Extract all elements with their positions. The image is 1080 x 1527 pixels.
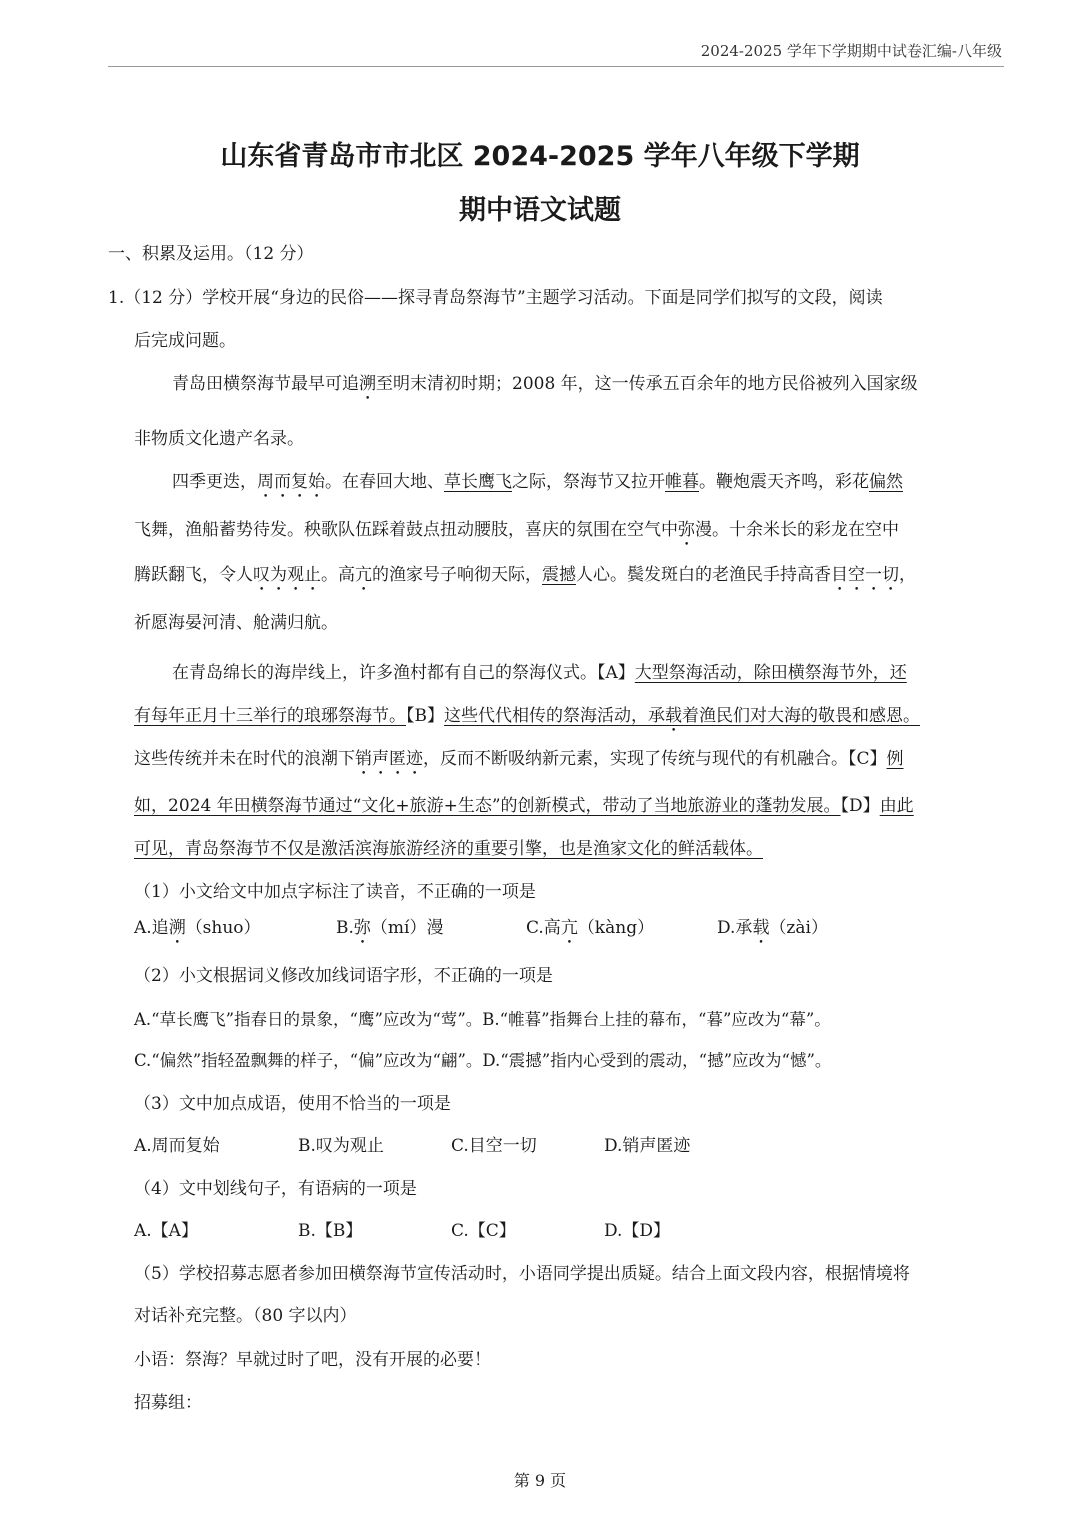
passage-p2-line-3: 腾跃翻飞，令人叹为观止。高亢的渔家号子响彻天际，震撼人心。鬓发斑白的老渔民手持高香目空一切， [134, 565, 916, 585]
underlined-sentence-b: 着渔民们对大海的敬畏和感恩。 [682, 706, 920, 726]
question-1-stem-line-2: 后完成问题。 [134, 331, 236, 351]
underlined-sentence-d: 由此 [879, 796, 914, 816]
sub-question-1-option-a[interactable]: A.追溯（shuo） [134, 918, 261, 938]
dotted-idiom: 目空一切 [831, 565, 899, 585]
sub-question-2-options-row-2[interactable]: C.“偏然”指轻盈飘舞的样子，“偏”应改为“翩”。D.“震撼”指内心受到的震动，“撼”应改为“憾”。 [134, 1051, 832, 1070]
sub-question-1-stem: （1）小文给文中加点字标注了读音，不正确的一项是 [134, 882, 536, 902]
passage-p3-line-1: 在青岛绵长的海岸线上，许多渔村都有自己的祭海仪式。【A】大型祭海活动，除田横祭海节外，还 [172, 663, 907, 683]
sub-question-3-option-c[interactable]: C.目空一切 [451, 1136, 537, 1156]
sub-question-2-stem: （2）小文根据词义修改加线词语字形，不正确的一项是 [134, 966, 553, 986]
header-divider [108, 66, 1004, 67]
passage-p2-line-4: 祈愿海晏河清、舱满归航。 [134, 613, 338, 633]
underlined-word: 偏然 [869, 472, 903, 492]
sub-question-4-option-b[interactable]: B.【B】 [298, 1221, 363, 1241]
passage-p3-line-4: 如，2024 年田横祭海节通过“文化+旅游+生态”的创新模式，带动了当地旅游业的蓬勃发展。【D】由此 [134, 796, 914, 816]
exam-title-line-1: 山东省青岛市市北区 2024-2025 学年八年级下学期 [220, 141, 860, 172]
dotted-idiom: 销声匿迹 [355, 749, 423, 769]
underlined-sentence-b: 这些代代相传的祭海活动，承 [444, 706, 665, 726]
passage-p1-line-2: 非物质文化遗产名录。 [134, 429, 304, 449]
sub-question-3-option-b[interactable]: B.叹为观止 [298, 1136, 384, 1156]
underlined-sentence-d: 可见，青岛祭海节不仅是激活滨海旅游经济的重要引擎，也是渔家文化的鲜活载体。 [134, 839, 763, 859]
dialog-line-recruiter: 招募组： [134, 1393, 202, 1413]
underlined-word: 草长鹰飞 [444, 472, 512, 492]
section-heading: 一、积累及运用。（12 分） [108, 244, 314, 264]
passage-p3-line-3: 这些传统并未在时代的浪潮下销声匿迹，反而不断吸纳新元素，实现了传统与现代的有机融合。【C】例 [134, 749, 904, 769]
sub-question-5-stem-line-2: 对话补充完整。（80 字以内） [134, 1306, 357, 1326]
question-1-stem-line-1: 1.（12 分）学校开展“身边的民俗——探寻青岛祭海节”主题学习活动。下面是同学们拟写的文段，阅读 [108, 288, 883, 308]
sub-question-3-option-a[interactable]: A.周而复始 [134, 1136, 220, 1156]
underlined-sentence-c: 例 [886, 749, 904, 769]
dotted-idiom: 叹为观止 [253, 565, 321, 585]
underlined-sentence-a: 有每年正月十三举行的琅琊祭海节。 [134, 706, 406, 726]
sub-question-1-option-d[interactable]: D.承载（zài） [717, 918, 828, 938]
dotted-char: 载 [665, 706, 682, 726]
dotted-idiom: 周而复始 [257, 472, 325, 492]
sub-question-1-option-b[interactable]: B.弥（mí）漫 [336, 918, 444, 938]
sub-question-4-stem: （4）文中划线句子，有语病的一项是 [134, 1179, 417, 1199]
dotted-char: 溯 [359, 374, 376, 394]
header-text: 2024-2025 学年下学期期中试卷汇编-八年级 [700, 42, 1002, 60]
page-number: 第 9 页 [513, 1471, 567, 1490]
passage-p1-line-1: 青岛田横祭海节最早可追溯至明末清初时期；2008 年，这一传承五百余年的地方民俗被列入国家级 [172, 374, 918, 394]
underlined-word: 帷暮 [665, 472, 699, 492]
sub-question-4-option-a[interactable]: A.【A】 [134, 1221, 198, 1241]
underlined-sentence-a: 大型祭海活动，除田横祭海节外，还 [634, 663, 907, 683]
sub-question-3-stem: （3）文中加点成语，使用不恰当的一项是 [134, 1094, 451, 1114]
sub-question-4-option-c[interactable]: C.【C】 [451, 1221, 516, 1241]
exam-title-line-2: 期中语文试题 [459, 195, 621, 226]
passage-p3-line-2: 有每年正月十三举行的琅琊祭海节。【B】这些代代相传的祭海活动，承载着渔民们对大海的敬畏和感恩。 [134, 706, 920, 726]
sub-question-2-options-row-1[interactable]: A.“草长鹰飞”指春日的景象，“鹰”应改为“莺”。B.“帷暮”指舞台上挂的幕布，“暮”应改为“幕”。 [134, 1010, 831, 1029]
dotted-char: 弥 [678, 520, 695, 540]
sub-question-4-option-d[interactable]: D.【D】 [604, 1221, 671, 1241]
underlined-word: 震撼 [542, 565, 576, 585]
passage-p2-line-1: 四季更迭，周而复始。在春回大地、草长鹰飞之际，祭海节又拉开帷暮。鞭炮震天齐鸣，彩花偏然 [172, 472, 903, 492]
dialog-line-xiaoyu: 小语：祭海？早就过时了吧，没有开展的必要！ [134, 1350, 491, 1370]
underlined-sentence-c: 如，2024 年田横祭海节通过“文化+旅游+生态”的创新模式，带动了当地旅游业的蓬勃发展。 [134, 796, 841, 816]
passage-p3-line-5 [134, 837, 763, 861]
sub-question-5-stem-line-1: （5）学校招募志愿者参加田横祭海节宣传活动时，小语同学提出质疑。结合上面文段内容，根据情境将 [134, 1264, 910, 1284]
dotted-char: 亢 [355, 565, 372, 585]
passage-p2-line-2: 飞舞，渔船蓄势待发。秧歌队伍踩着鼓点扭动腰肢，喜庆的氛围在空气中弥漫。十余米长的彩龙在空中 [134, 520, 899, 540]
sub-question-1-option-c[interactable]: C.高亢（kàng） [526, 918, 655, 938]
sub-question-3-option-d[interactable]: D.销声匿迹 [604, 1136, 691, 1156]
